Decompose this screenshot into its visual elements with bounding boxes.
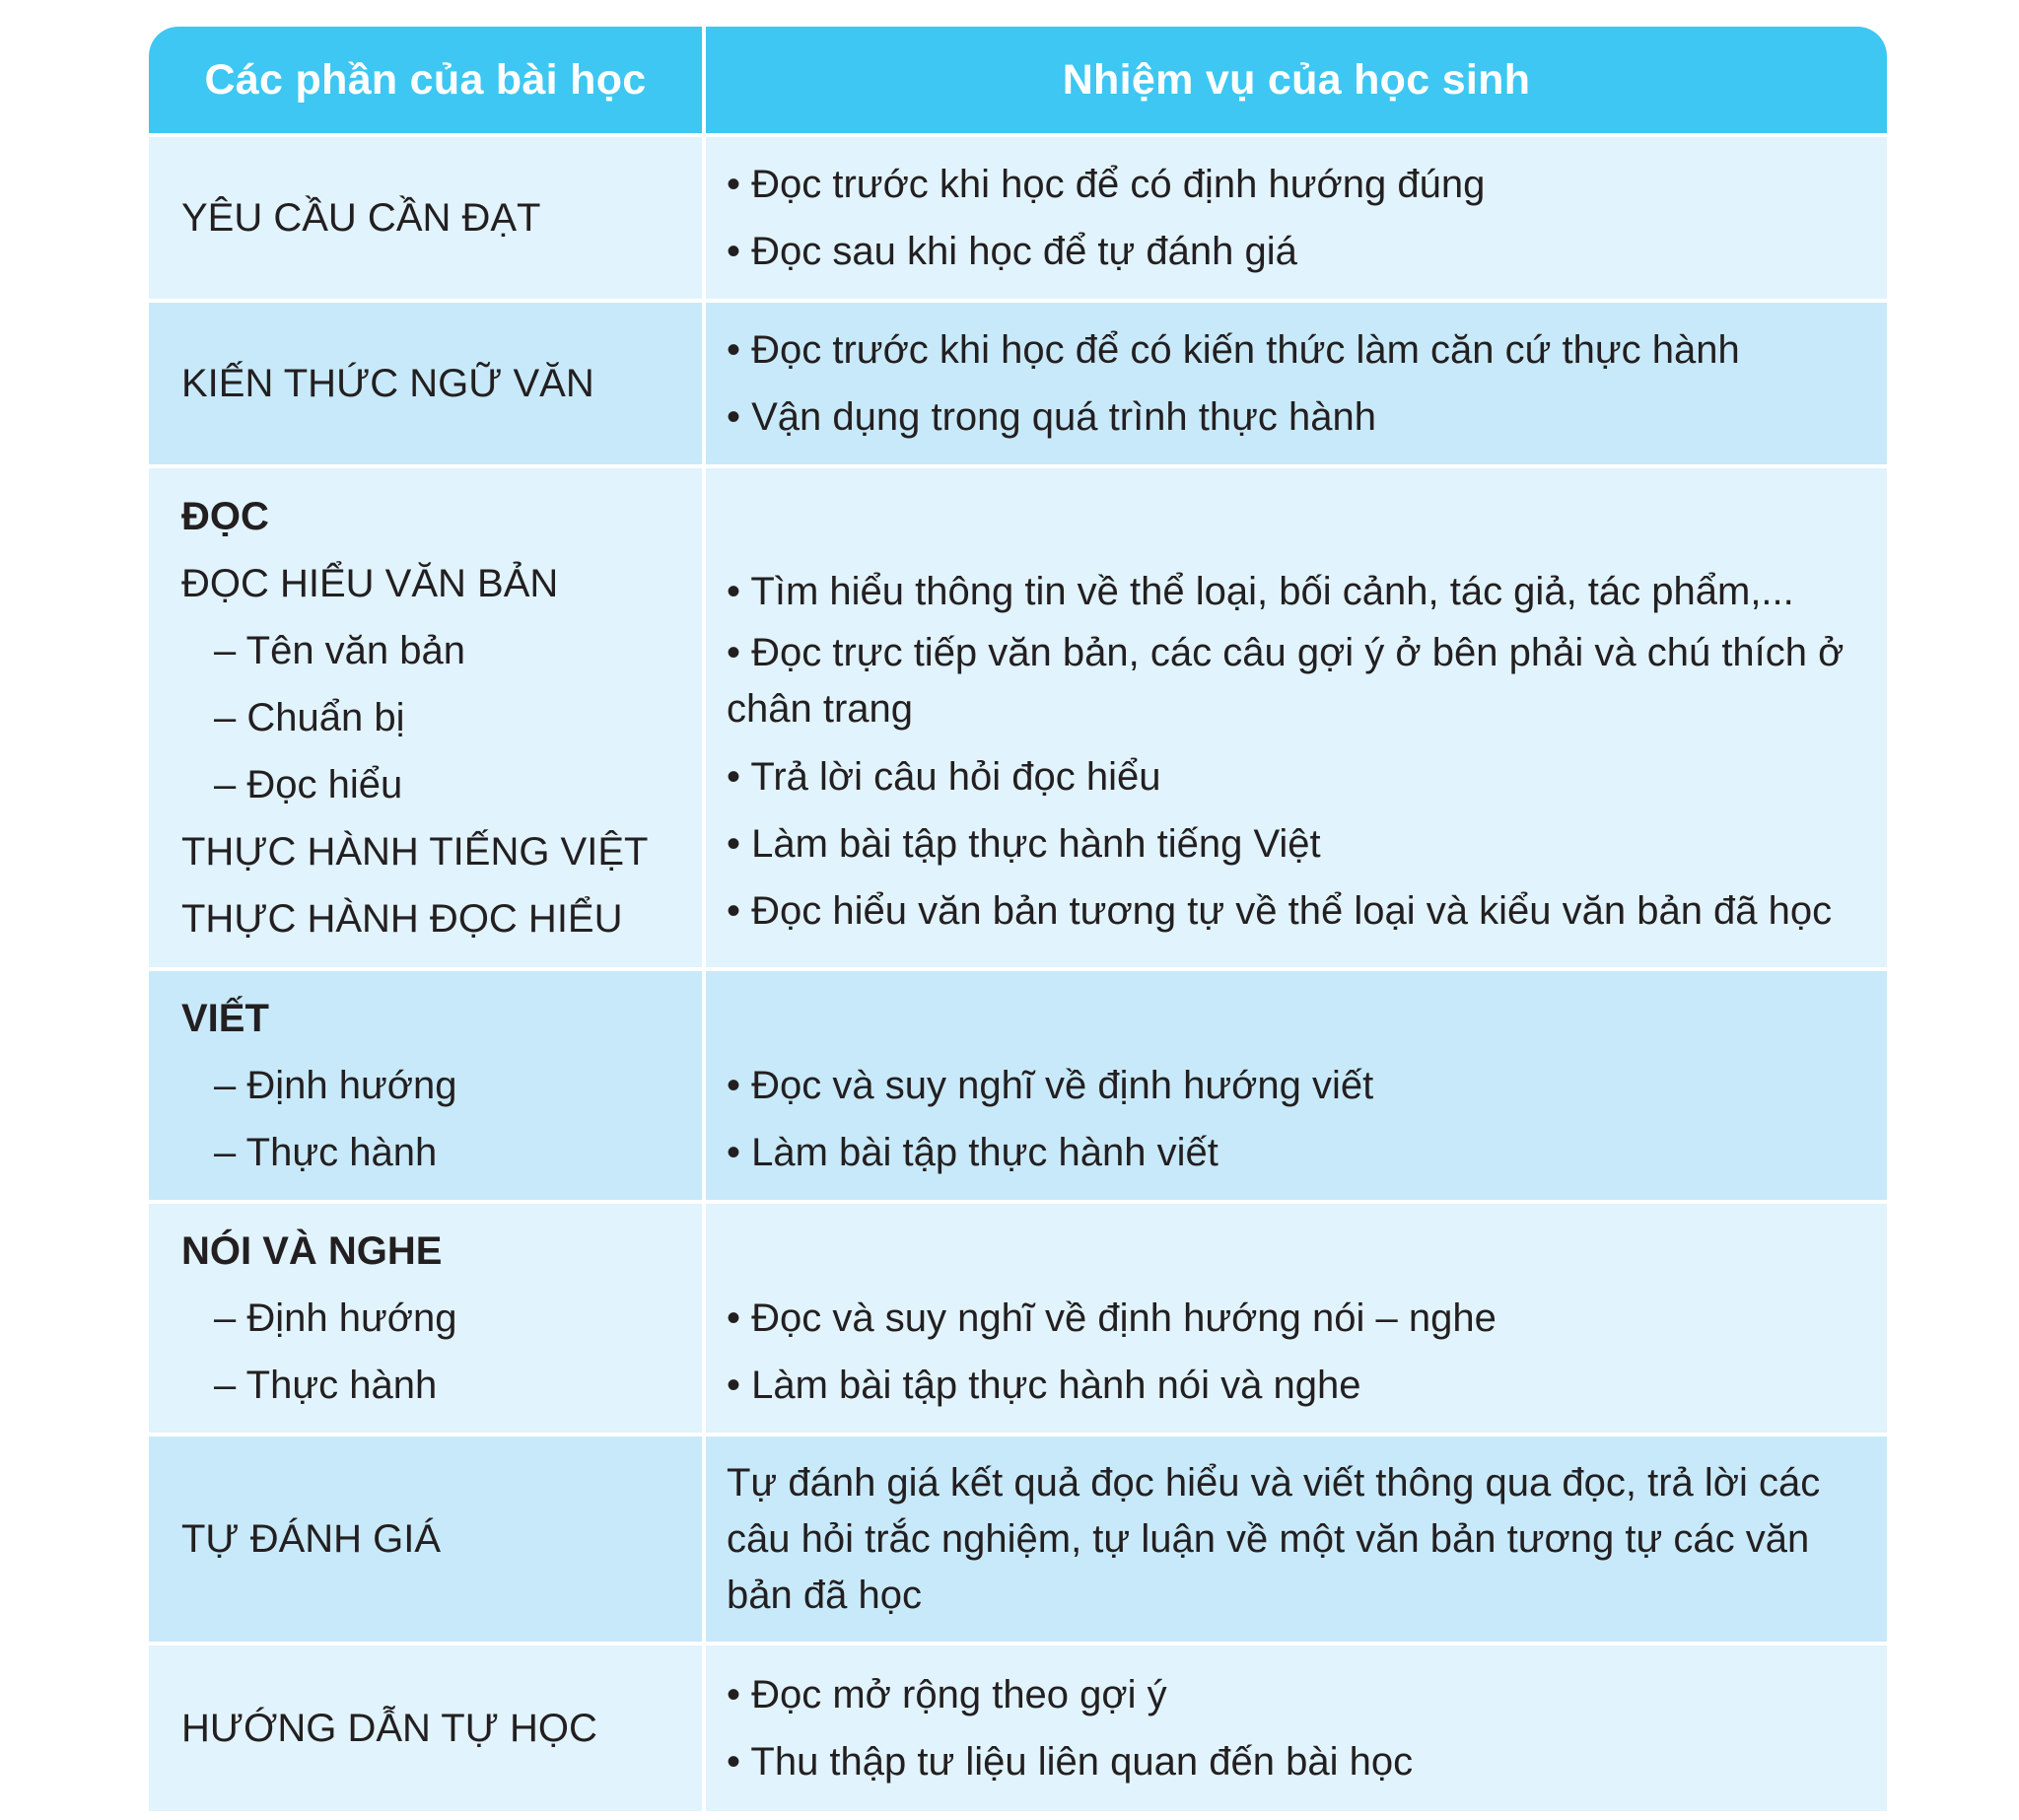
lesson-part-label: YÊU CẦU CẦN ĐẠT: [181, 196, 541, 240]
lesson-sub-item: – Định hướng: [214, 1064, 457, 1107]
student-task-cell: [706, 299, 1887, 464]
task-item: • Làm bài tập thực hành viết: [727, 1131, 1218, 1174]
lesson-part-cell: [149, 464, 706, 967]
lesson-part-cell: [149, 967, 706, 1200]
task-item: • Làm bài tập thực hành tiếng Việt: [727, 822, 1321, 866]
student-task-cell: [706, 133, 1887, 299]
lesson-part-label: THỰC HÀNH ĐỌC HIỂU: [181, 897, 623, 941]
task-item: • Thu thập tư liệu liên quan đến bài học: [727, 1740, 1414, 1784]
table-row: [149, 1642, 1887, 1811]
task-item: • Làm bài tập thực hành nói và nghe: [727, 1364, 1361, 1407]
student-task-cell: [706, 1433, 1887, 1642]
table-row: [149, 464, 1887, 967]
task-item: • Đọc mở rộng theo gợi ý: [727, 1673, 1167, 1716]
lesson-part-label: HƯỚNG DẪN TỰ HỌC: [181, 1707, 597, 1750]
student-task-cell: [706, 464, 1887, 967]
section-title-doc: ĐỌC: [181, 495, 269, 538]
table-row: [149, 1200, 1887, 1433]
lesson-part-cell: [149, 1642, 706, 1811]
lesson-part-label: ĐỌC HIỂU VĂN BẢN: [181, 562, 559, 605]
task-item: • Đọc và suy nghĩ về định hướng nói – nghe: [727, 1296, 1497, 1340]
lesson-part-cell: [149, 1200, 706, 1433]
task-item: • Đọc trước khi học để có định hướng đúng: [727, 163, 1486, 206]
student-task-cell: [706, 967, 1887, 1200]
table-row: [149, 133, 1887, 299]
task-item: • Đọc và suy nghĩ về định hướng viết: [727, 1064, 1374, 1107]
table-header-row: [149, 27, 1887, 133]
task-item: • Vận dụng trong quá trình thực hành: [727, 395, 1377, 439]
task-item: • Đọc sau khi học để tự đánh giá: [727, 230, 1297, 273]
task-item: • Đọc hiểu văn bản tương tự về thể loại và kiểu văn bản đã học: [727, 889, 1833, 933]
lesson-sub-item: – Thực hành: [214, 1131, 438, 1174]
lesson-sub-item: – Đọc hiểu: [214, 763, 403, 806]
lesson-sub-item: – Định hướng: [214, 1296, 457, 1340]
lesson-sub-item: – Tên văn bản: [214, 629, 466, 672]
lesson-part-label: KIẾN THỨC NGỮ VĂN: [181, 362, 594, 405]
table-row: [149, 967, 1887, 1200]
student-task-cell: [706, 1200, 1887, 1433]
lesson-structure-table: [149, 27, 1887, 1811]
table-row: [149, 1433, 1887, 1642]
lesson-part-label: THỰC HÀNH TIẾNG VIỆT: [181, 830, 649, 874]
column-header-lesson-parts: Các phần của bài học: [149, 27, 706, 133]
lesson-part-cell: [149, 1433, 706, 1642]
task-item: • Trả lời câu hỏi đọc hiểu: [727, 755, 1161, 799]
lesson-part-cell: [149, 299, 706, 464]
lesson-part-label: TỰ ĐÁNH GIÁ: [181, 1517, 442, 1561]
table-row: [149, 299, 1887, 464]
lesson-sub-item: – Chuẩn bị: [214, 696, 405, 739]
column-header-student-tasks: Nhiệm vụ của học sinh: [706, 27, 1887, 133]
task-paragraph: Tự đánh giá kết quả đọc hiểu và viết thông qua đọc, trả lời các câu hỏi trắc nghiệm, tự luận về một văn bản tương tự các văn bản đã học: [727, 1460, 1821, 1617]
section-title-noi-nghe: NÓI VÀ NGHE: [181, 1229, 443, 1273]
lesson-part-cell: [149, 133, 706, 299]
section-title-viet: VIẾT: [181, 997, 269, 1040]
task-item: • Đọc trước khi học để có kiến thức làm căn cứ thực hành: [727, 328, 1740, 372]
task-item: • Tìm hiểu thông tin về thể loại, bối cảnh, tác giả, tác phẩm,...: [727, 570, 1794, 613]
student-task-cell: [706, 1642, 1887, 1811]
task-item: • Đọc trực tiếp văn bản, các câu gợi ý ở bên phải và chú thích ở chân trang: [727, 631, 1845, 731]
lesson-sub-item: – Thực hành: [214, 1364, 438, 1407]
